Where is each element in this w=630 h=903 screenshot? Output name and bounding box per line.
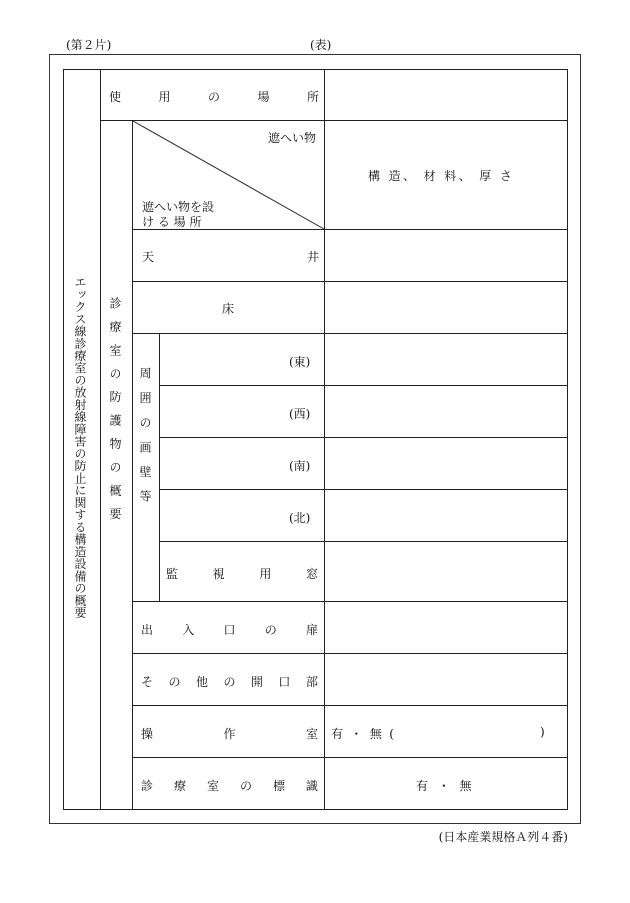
place-label-2: け る 場 所	[142, 215, 202, 229]
ceiling-label: 天	[142, 250, 155, 264]
room-sign-label: 診 療 室 の 標 識	[141, 779, 318, 793]
structure-header: 構 造、 材 料、 厚 さ	[368, 169, 515, 183]
outer-vertical-label: エックス線診療室の放射線障害の防止に関する構造設備の概要	[73, 276, 87, 619]
standard-note: (日本産業規格Ａ列４番)	[438, 830, 568, 844]
sheet-number: (第２片)	[66, 38, 112, 52]
control-room-value[interactable]: 有 ・ 無 (	[331, 727, 396, 741]
ceiling-label-right: 井	[307, 250, 320, 264]
protection-vertical-label: 診療室の防護物の概要	[108, 297, 122, 531]
other-openings-label: そ の 他 の 開 口 部	[141, 675, 318, 689]
entrance-door-label: 出 入 口 の 扉	[141, 623, 318, 637]
place-label-1: 遮へい物を設	[142, 200, 215, 214]
room-sign-value[interactable]: 有 ・ 無	[416, 779, 475, 793]
control-room-value-end: )	[540, 725, 545, 739]
usage-place-label: 使 用 の 場 所	[109, 90, 319, 104]
south-label: (南)	[289, 459, 311, 473]
east-label: (東)	[289, 355, 311, 369]
north-label: (北)	[289, 511, 311, 525]
side-label: (表)	[310, 38, 332, 52]
floor-label: 床	[222, 302, 235, 316]
shield-label: 遮へい物	[268, 131, 317, 145]
monitor-window-label: 監 視 用 窓	[166, 567, 318, 581]
control-room-label: 操 作 室	[141, 727, 318, 741]
wall-vertical-label: 周囲の画壁等	[138, 367, 152, 515]
west-label: (西)	[289, 407, 311, 421]
